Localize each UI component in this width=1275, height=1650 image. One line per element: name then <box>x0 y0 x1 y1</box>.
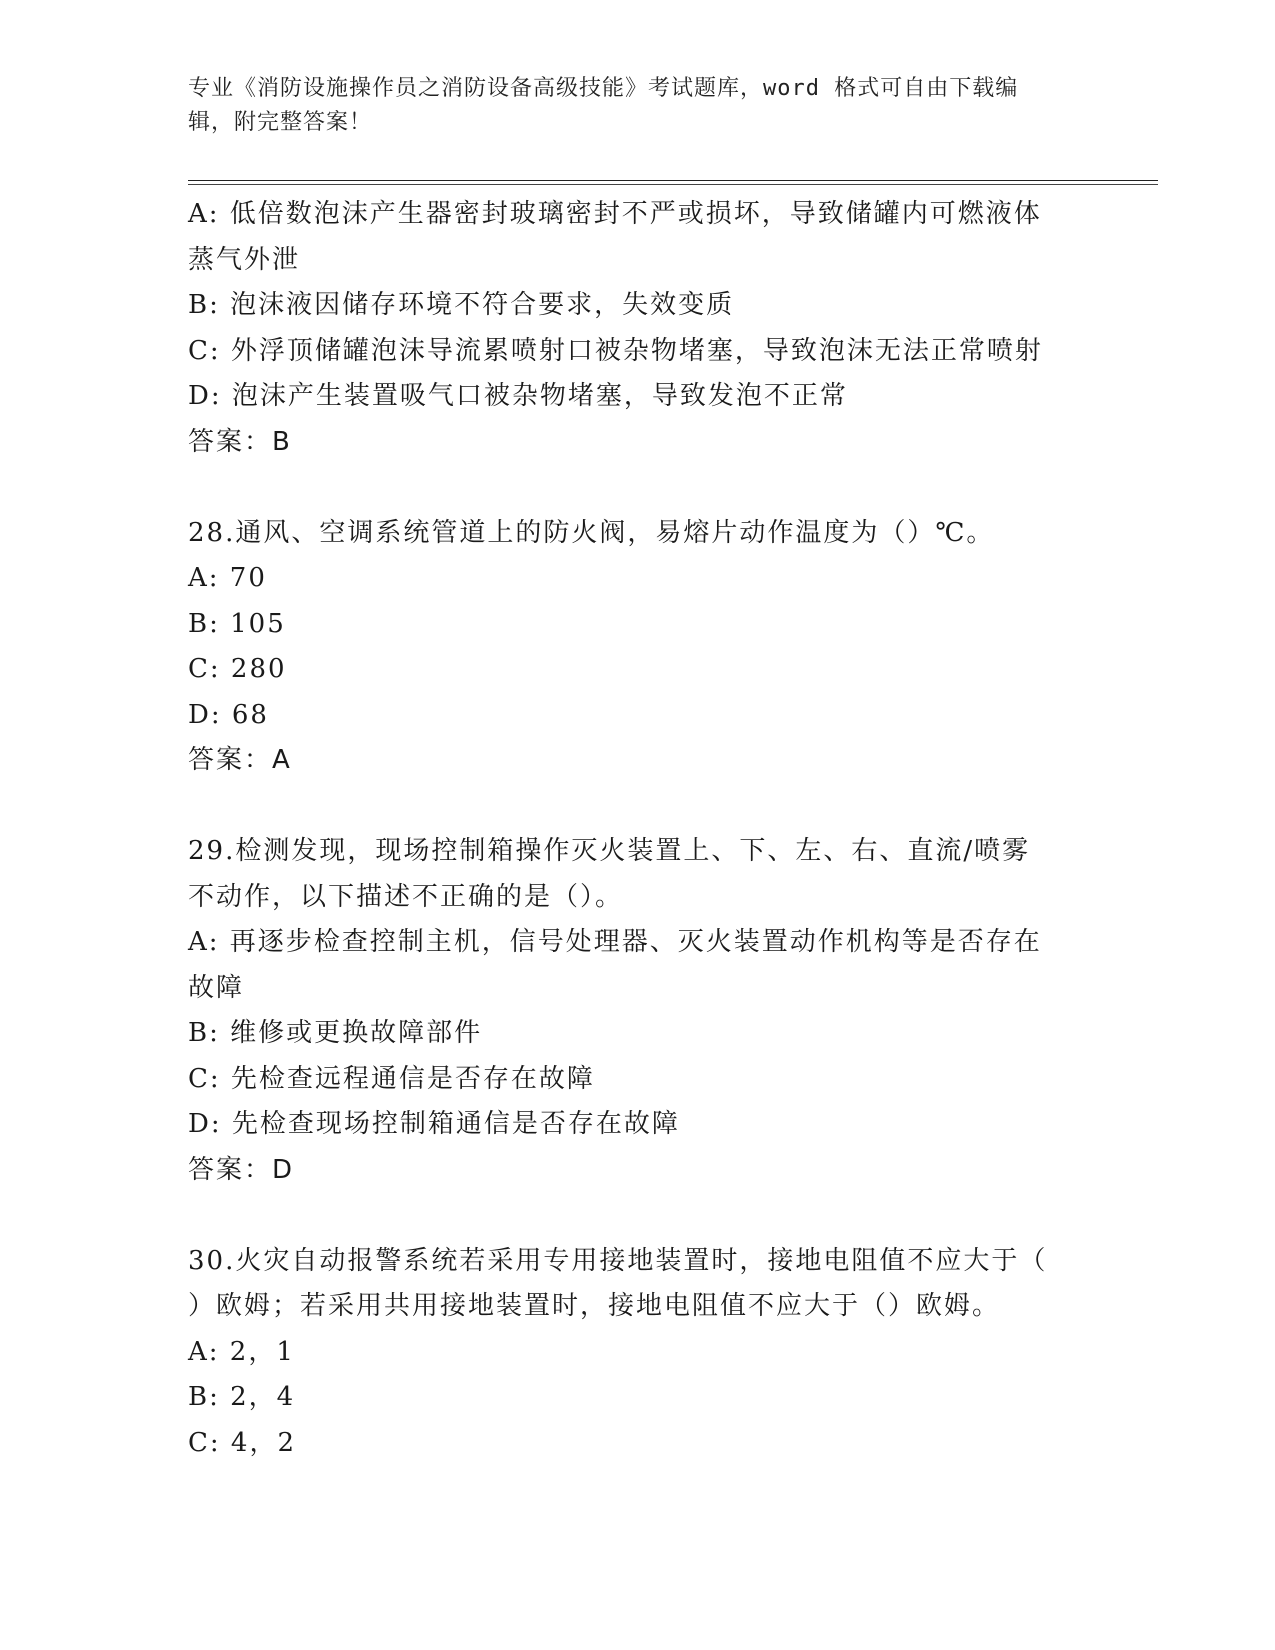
answer-label: 答案：A <box>188 745 292 775</box>
question-27-block <box>188 192 1088 465</box>
option-a: A: 2，1 <box>188 1336 295 1367</box>
option-a-line-2: 故障 <box>188 972 245 1003</box>
question-28-block <box>188 511 1088 784</box>
option-d: D: 68 <box>188 699 269 730</box>
header-divider-secondary <box>188 184 1158 185</box>
question-stem: 28.通风、空调系统管道上的防火阀，易熔片动作温度为（）℃。 <box>188 517 995 548</box>
header-line-2: 辑，附完整答案！ <box>188 110 373 135</box>
question-29-block <box>188 829 1088 1193</box>
option-b: B: 泡沫液因储存环境不符合要求，失效变质 <box>188 290 735 320</box>
spacer <box>188 784 1088 830</box>
header-divider <box>188 180 1158 181</box>
answer-label: 答案：D <box>188 1154 295 1185</box>
question-content <box>188 192 1088 1466</box>
option-a: A: 70 <box>188 563 267 593</box>
header-line-1: 专业《消防设施操作员之消防设备高级技能》考试题库，word 格式可自由下载编 <box>188 76 1019 101</box>
question-stem-line-1: 30.火灾自动报警系统若采用专用接地装置时，接地电阻值不应大于（ <box>188 1245 1048 1276</box>
document-header <box>188 72 1078 140</box>
option-a-line-2: 蒸气外泄 <box>188 244 301 275</box>
option-a-line-1: A: 低倍数泡沫产生器密封玻璃密封不严或损坏，导致储罐内可燃液体 <box>188 199 1042 229</box>
option-b: B: 105 <box>188 608 286 639</box>
question-stem-line-2: ）欧姆；若采用共用接地装置时，接地电阻值不应大于（）欧姆。 <box>188 1291 1001 1321</box>
question-stem-line-2: 不动作，以下描述不正确的是（）。 <box>188 881 624 912</box>
option-c: C: 4，2 <box>188 1427 297 1458</box>
option-c: C: 外浮顶储罐泡沫导流累喷射口被杂物堵塞，导致泡沫无法正常喷射 <box>188 335 1043 366</box>
spacer <box>188 1193 1088 1239</box>
answer-label: 答案：B <box>188 426 292 457</box>
option-a-line-1: A: 再逐步检查控制主机，信号处理器、灭火装置动作机构等是否存在 <box>188 927 1042 957</box>
option-d: D: 先检查现场控制箱通信是否存在故障 <box>188 1109 680 1139</box>
option-b: B: 维修或更换故障部件 <box>188 1018 483 1048</box>
question-stem-line-1: 29.检测发现，现场控制箱操作灭火装置上、下、左、右、直流/喷雾 <box>188 836 1031 866</box>
question-30-block <box>188 1239 1088 1467</box>
option-b: B: 2，4 <box>188 1382 296 1412</box>
option-d: D: 泡沫产生装置吸气口被杂物堵塞，导致发泡不正常 <box>188 381 848 411</box>
option-c: C: 先检查远程通信是否存在故障 <box>188 1063 595 1094</box>
spacer <box>188 465 1088 511</box>
option-c: C: 280 <box>188 654 287 684</box>
